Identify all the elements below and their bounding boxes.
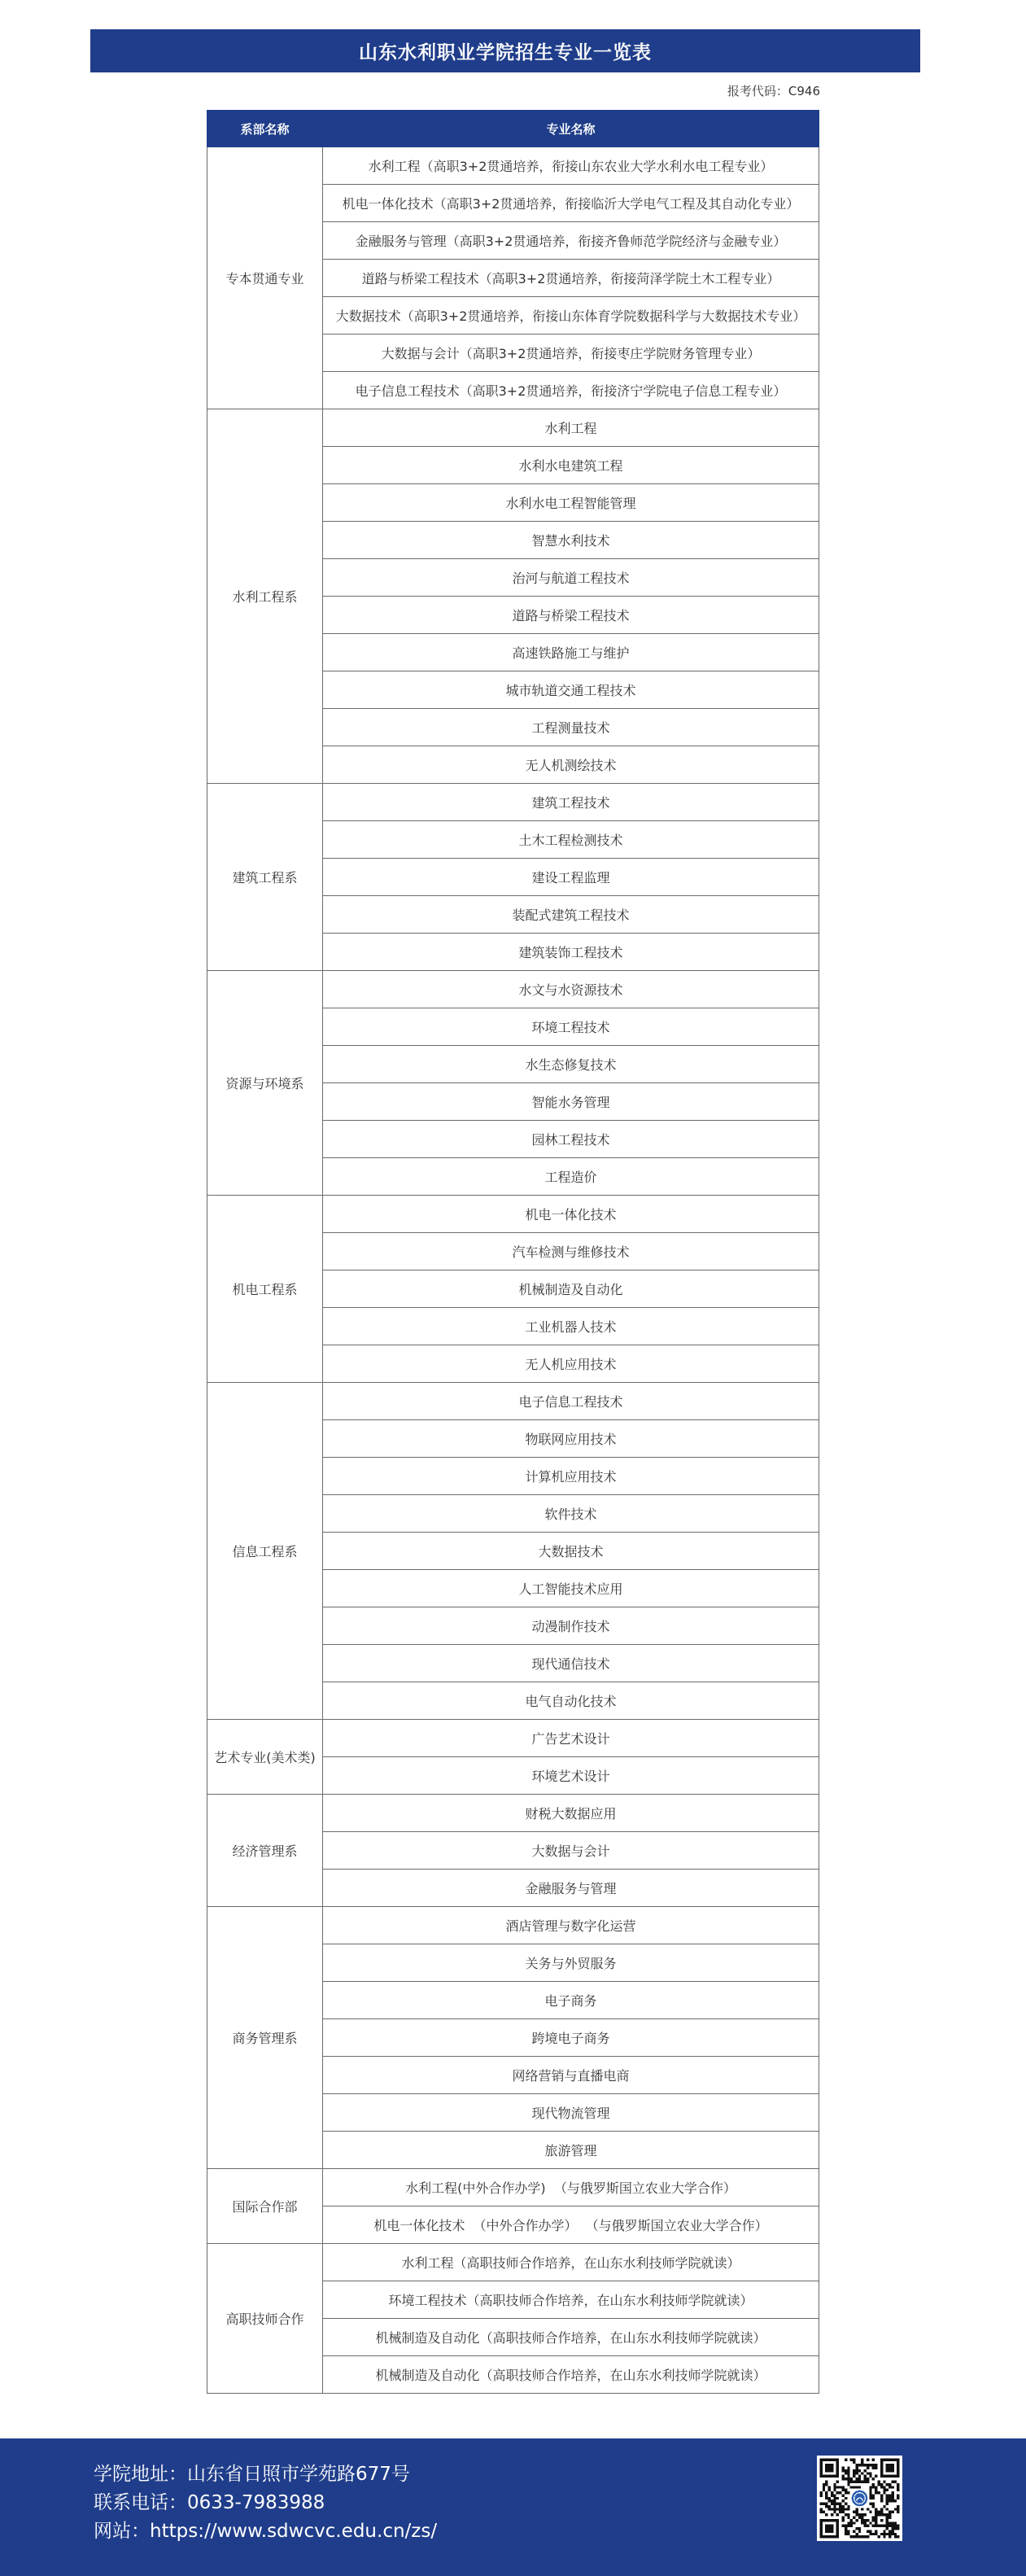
major-cell: 无人机应用技术 xyxy=(323,1345,819,1383)
major-cell: 电子信息工程技术 xyxy=(323,1383,819,1420)
majors-table xyxy=(207,110,819,2394)
major-cell: 网络营销与直播电商 xyxy=(323,2057,819,2094)
qr-code-graphic xyxy=(817,2456,902,2541)
major-cell: 机电一体化技术 xyxy=(323,1196,819,1233)
major-cell: 建筑装饰工程技术 xyxy=(323,934,819,971)
major-cell: 建设工程监理 xyxy=(323,859,819,896)
department-cell: 专本贯通专业 xyxy=(207,147,323,409)
major-cell: 机械制造及自动化 xyxy=(323,1271,819,1308)
major-cell: 金融服务与管理（高职3+2贯通培养，衔接齐鲁师范学院经济与金融专业） xyxy=(323,222,819,260)
major-cell: 工业机器人技术 xyxy=(323,1308,819,1345)
major-cell: 财税大数据应用 xyxy=(323,1795,819,1832)
phone-text: 联系电话：0633-7983988 xyxy=(94,2492,325,2513)
table-row xyxy=(207,1720,819,1757)
major-cell: 建筑工程技术 xyxy=(323,784,819,821)
major-cell: 广告艺术设计 xyxy=(323,1720,819,1757)
department-cell: 艺术专业(美术类) xyxy=(207,1720,323,1795)
header-major: 专业名称 xyxy=(323,111,819,147)
major-cell: 软件技术 xyxy=(323,1495,819,1533)
major-cell: 跨境电子商务 xyxy=(323,2019,819,2057)
department-cell: 水利工程系 xyxy=(207,409,323,784)
major-cell: 道路与桥梁工程技术（高职3+2贯通培养，衔接菏泽学院土木工程专业） xyxy=(323,260,819,297)
major-cell: 道路与桥梁工程技术 xyxy=(323,597,819,634)
major-cell: 酒店管理与数字化运营 xyxy=(323,1907,819,1944)
major-cell: 水生态修复技术 xyxy=(323,1046,819,1083)
department-cell: 机电工程系 xyxy=(207,1196,323,1383)
major-cell: 现代通信技术 xyxy=(323,1645,819,1682)
major-cell: 高速铁路施工与维护 xyxy=(323,634,819,671)
major-cell: 环境工程技术 xyxy=(323,1008,819,1046)
major-cell: 水利工程 xyxy=(323,409,819,447)
table-row xyxy=(207,784,819,821)
majors-table-head xyxy=(207,111,819,147)
major-cell: 园林工程技术 xyxy=(323,1121,819,1158)
table-row xyxy=(207,1196,819,1233)
table-row xyxy=(207,2169,819,2206)
major-cell: 环境工程技术（高职技师合作培养，在山东水利技师学院就读） xyxy=(323,2281,819,2319)
header-department: 系部名称 xyxy=(207,111,323,147)
department-cell: 经济管理系 xyxy=(207,1795,323,1907)
major-cell: 机械制造及自动化（高职技师合作培养，在山东水利技师学院就读） xyxy=(323,2319,819,2356)
department-cell: 建筑工程系 xyxy=(207,784,323,971)
table-row xyxy=(207,1907,819,1944)
major-cell: 智慧水利技术 xyxy=(323,522,819,559)
major-cell: 环境艺术设计 xyxy=(323,1757,819,1795)
major-cell: 机电一体化技术（高职3+2贯通培养，衔接临沂大学电气工程及其自动化专业） xyxy=(323,185,819,222)
major-cell: 物联网应用技术 xyxy=(323,1420,819,1458)
major-cell: 汽车检测与维修技术 xyxy=(323,1233,819,1271)
major-cell: 机电一体化技术 （中外合作办学） （与俄罗斯国立农业大学合作） xyxy=(323,2206,819,2244)
major-cell: 智能水务管理 xyxy=(323,1083,819,1121)
major-cell: 水利工程（高职技师合作培养，在山东水利技师学院就读） xyxy=(323,2244,819,2281)
major-cell: 电子商务 xyxy=(323,1982,819,2019)
qr-code[interactable] xyxy=(817,2456,902,2541)
department-cell: 高职技师合作 xyxy=(207,2244,323,2394)
major-cell: 装配式建筑工程技术 xyxy=(323,896,819,934)
table-header-row xyxy=(207,111,819,147)
table-row xyxy=(207,1795,819,1832)
major-cell: 水利工程(中外合作办学) （与俄罗斯国立农业大学合作） xyxy=(323,2169,819,2206)
major-cell: 水利工程（高职3+2贯通培养，衔接山东农业大学水利水电工程专业） xyxy=(323,147,819,185)
major-cell: 无人机测绘技术 xyxy=(323,746,819,784)
major-cell: 城市轨道交通工程技术 xyxy=(323,671,819,709)
major-cell: 治河与航道工程技术 xyxy=(323,559,819,597)
table-row xyxy=(207,1383,819,1420)
major-cell: 电气自动化技术 xyxy=(323,1682,819,1720)
department-cell: 国际合作部 xyxy=(207,2169,323,2244)
major-cell: 现代物流管理 xyxy=(323,2094,819,2132)
page-title: 山东水利职业学院招生专业一览表 xyxy=(90,29,920,72)
table-row xyxy=(207,2244,819,2281)
major-cell: 旅游管理 xyxy=(323,2132,819,2169)
website-link[interactable]: 网站：https://www.sdwcvc.edu.cn/zs/ xyxy=(94,2521,438,2542)
major-cell: 工程造价 xyxy=(323,1158,819,1196)
exam-code: 报考代码：C946 xyxy=(727,84,820,98)
major-cell: 水利水电工程智能管理 xyxy=(323,484,819,522)
major-cell: 工程测量技术 xyxy=(323,709,819,746)
department-cell: 资源与环境系 xyxy=(207,971,323,1196)
table-row xyxy=(207,147,819,185)
department-cell: 信息工程系 xyxy=(207,1383,323,1720)
major-cell: 大数据技术 xyxy=(323,1533,819,1570)
major-cell: 电子信息工程技术（高职3+2贯通培养，衔接济宁学院电子信息工程专业） xyxy=(323,372,819,409)
major-cell: 动漫制作技术 xyxy=(323,1607,819,1645)
major-cell: 水文与水资源技术 xyxy=(323,971,819,1008)
address-text: 学院地址：山东省日照市学苑路677号 xyxy=(94,2464,410,2485)
qr-logo-icon xyxy=(850,2489,869,2508)
major-cell: 关务与外贸服务 xyxy=(323,1944,819,1982)
major-cell: 金融服务与管理 xyxy=(323,1870,819,1907)
major-cell: 大数据与会计 xyxy=(323,1832,819,1870)
major-cell: 机械制造及自动化（高职技师合作培养，在山东水利技师学院就读） xyxy=(323,2356,819,2394)
major-cell: 水利水电建筑工程 xyxy=(323,447,819,484)
table-row xyxy=(207,409,819,447)
major-cell: 人工智能技术应用 xyxy=(323,1570,819,1607)
major-cell: 计算机应用技术 xyxy=(323,1458,819,1495)
major-cell: 大数据技术（高职3+2贯通培养，衔接山东体育学院数据科学与大数据技术专业） xyxy=(323,297,819,335)
major-cell: 土木工程检测技术 xyxy=(323,821,819,859)
table-row xyxy=(207,971,819,1008)
department-cell: 商务管理系 xyxy=(207,1907,323,2169)
major-cell: 大数据与会计（高职3+2贯通培养，衔接枣庄学院财务管理专业） xyxy=(323,335,819,372)
footer xyxy=(0,2438,1026,2576)
contact-info xyxy=(94,2460,437,2546)
majors-table-body xyxy=(207,147,819,2394)
